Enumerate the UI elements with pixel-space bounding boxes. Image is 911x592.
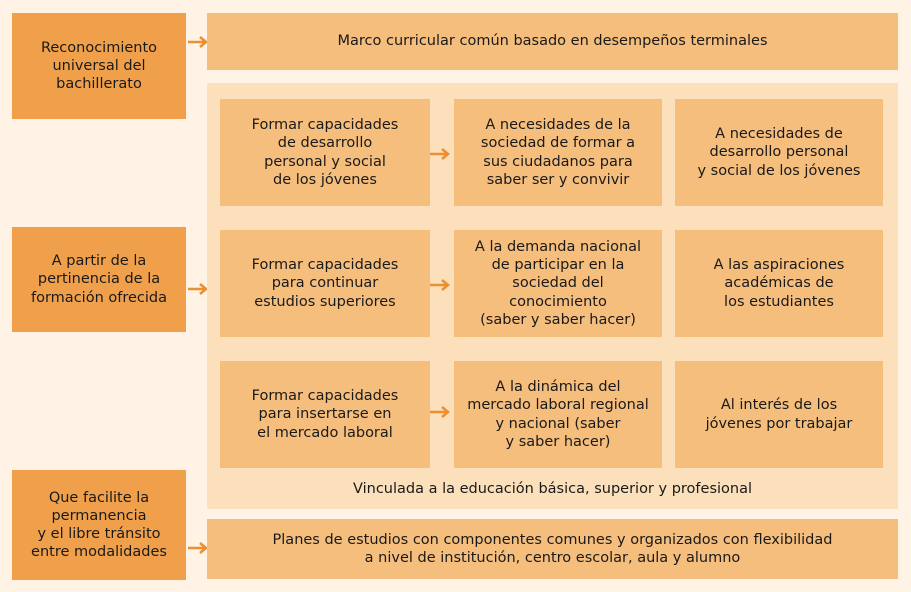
aspiration-label: Al interés de los jóvenes por trabajar — [705, 397, 853, 432]
arrow-right-icon — [429, 147, 451, 161]
need-label: A la demanda nacional de participar en la sociedad del conocimiento (saber y saber hacer) — [474, 239, 642, 328]
need-label: A la dinámica del mercado laboral regional y nacional (saber y saber hacer) — [467, 379, 649, 450]
need-cell — [454, 361, 662, 468]
capacity-cell — [220, 99, 430, 206]
arrow-right-icon — [187, 541, 209, 555]
arrow-right-icon — [187, 282, 209, 296]
capacity-cell — [220, 361, 430, 468]
left-box-pertinencia — [12, 227, 186, 332]
left-box-label: Que facilite la permanencia y el libre tránsito entre modalidades — [31, 489, 167, 561]
aspiration-label: A necesidades de desarrollo personal y social de los jóvenes — [697, 126, 861, 179]
panel-footer — [207, 476, 898, 502]
arrow-right-icon — [429, 405, 451, 419]
need-label: A necesidades de la sociedad de formar a sus ciudadanos para saber ser y convivir — [480, 117, 636, 188]
bottom-bar-label: Planes de estudios con componentes comunes y organizados con flexibilidad a nivel de institución, centro escolar, aula y alumno — [272, 531, 833, 566]
capacity-label: Formar capacidades para insertarse en el mercado laboral — [251, 388, 399, 441]
capacity-label: Formar capacidades para continuar estudios superiores — [251, 257, 399, 310]
arrow-right-icon — [187, 35, 209, 49]
aspiration-cell — [675, 361, 883, 468]
panel-footer-label: Vinculada a la educación básica, superior y profesional — [353, 480, 752, 497]
arrow-right-icon — [429, 278, 451, 292]
top-bar-label: Marco curricular común basado en desempeños terminales — [337, 33, 768, 50]
need-cell — [454, 230, 662, 337]
aspiration-cell — [675, 230, 883, 337]
bottom-bar — [207, 519, 898, 579]
capacity-label: Formar capacidades de desarrollo personal y social de los jóvenes — [251, 117, 399, 188]
need-cell — [454, 99, 662, 206]
left-box-label: Reconocimiento universal del bachillerato — [40, 39, 158, 93]
aspiration-cell — [675, 99, 883, 206]
left-box-label: A partir de la pertinencia de la formación ofrecida — [31, 253, 167, 306]
top-bar — [207, 13, 898, 70]
left-box-reconocimiento — [12, 13, 186, 119]
aspiration-label: A las aspiraciones académicas de los estudiantes — [713, 257, 845, 310]
left-box-permanencia — [12, 470, 186, 580]
capacity-cell — [220, 230, 430, 337]
